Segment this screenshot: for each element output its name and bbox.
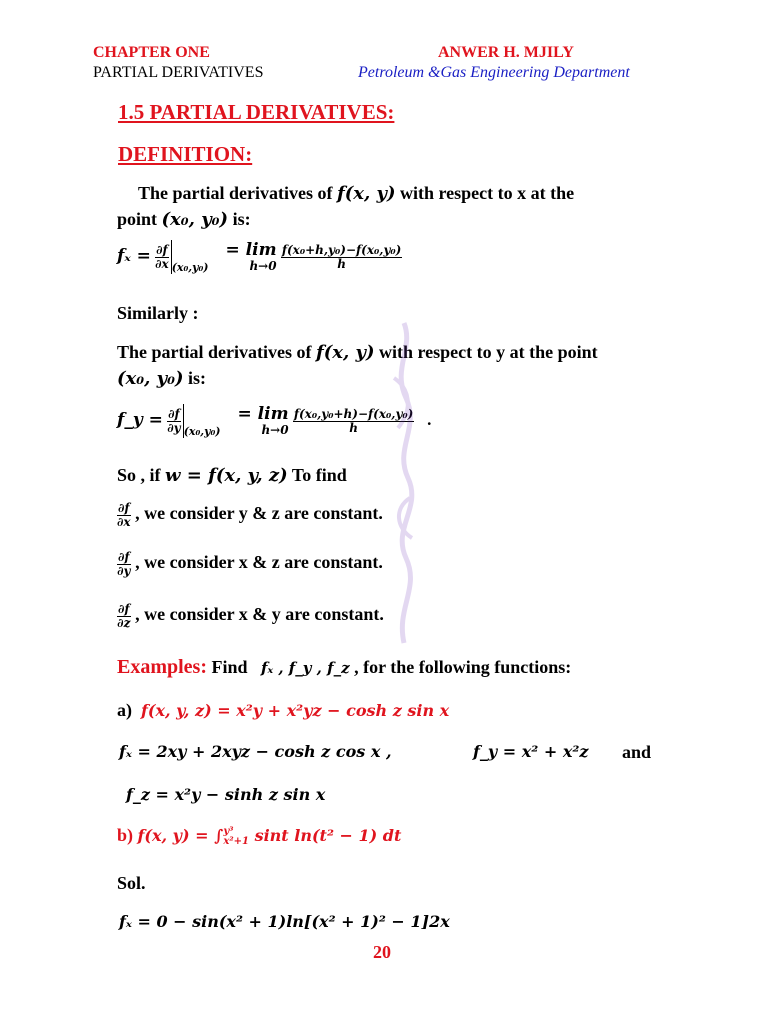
- similarly-label: Similarly :: [117, 303, 199, 323]
- definition-y-line2: (x₀, y₀) is:: [117, 368, 207, 389]
- chapter-topic: PARTIAL DERIVATIVES: [93, 64, 264, 81]
- definition-y-line1: The partial derivatives of f(x, y) with respect to y at the point: [117, 342, 598, 363]
- example-a-fx: fₓ = 2xy + 2xyz − cosh z cos x ,: [119, 742, 392, 761]
- solution-fx: fₓ = 0 − sin(x² + 1)ln[(x² + 1)² − 1]2x: [119, 912, 450, 931]
- definition-text-line1: The partial derivatives of f(x, y) with respect to x at the: [138, 183, 575, 204]
- example-b-function: b) f(x, y) = ∫ y³ x²+1 sint ln(t² − 1) dt: [117, 825, 402, 847]
- definition-heading: DEFINITION:: [118, 142, 253, 166]
- example-a-fz: f_z = x²y − sinh z sin x: [126, 785, 326, 804]
- equation-fy: f_y = $\frac{\partial f}{\partial y}$ $_{(x_0,y_0)}$ = lim h→0 $\frac{\text{f(x₀,y₀+h)−f(x₀,y₀)}}{h}$ .: [117, 403, 432, 438]
- so-if-line: So , if w = f(x, y, z) To find: [117, 465, 347, 486]
- examples-label: Examples:: [117, 656, 207, 678]
- definition-text-line2: point (x₀, y₀) is:: [117, 209, 251, 230]
- partial-x-item: $\frac{\partial f}{\partial x}$ , we consider y & z are constant.: [117, 501, 383, 529]
- examples-line: Examples: Find fₓ , f_y , f_z , for the following functions:: [117, 656, 572, 678]
- author-name: ANWER H. MJILY: [438, 44, 574, 61]
- watermark-signature: [384, 318, 424, 648]
- partial-z-item: $\frac{\partial f}{\partial z}$ , we consider x & y are constant.: [117, 602, 384, 630]
- section-title: 1.5 PARTIAL DERIVATIVES:: [118, 100, 395, 124]
- example-a-fy: f_y = x² + x²z: [473, 742, 589, 761]
- department-name: Petroleum &Gas Engineering Department: [358, 64, 630, 81]
- example-a-and: and: [622, 742, 652, 762]
- equation-fx: fₓ = $\frac{\partial f}{\partial x}$ $_{(x_0,y_0)}$ = lim h→0 $\frac{\text{f(x₀+h,y₀)−f(x₀,y₀)}}{h}$: [117, 239, 402, 274]
- partial-y-item: $\frac{\partial f}{\partial y}$ , we consider x & z are constant.: [117, 550, 383, 578]
- page-number: 20: [373, 942, 391, 962]
- chapter-label: CHAPTER ONE: [93, 44, 210, 61]
- example-a-function: a) f(x, y, z) = x²y + x²yz − cosh z sin x: [117, 700, 450, 720]
- solution-label: Sol.: [117, 873, 146, 893]
